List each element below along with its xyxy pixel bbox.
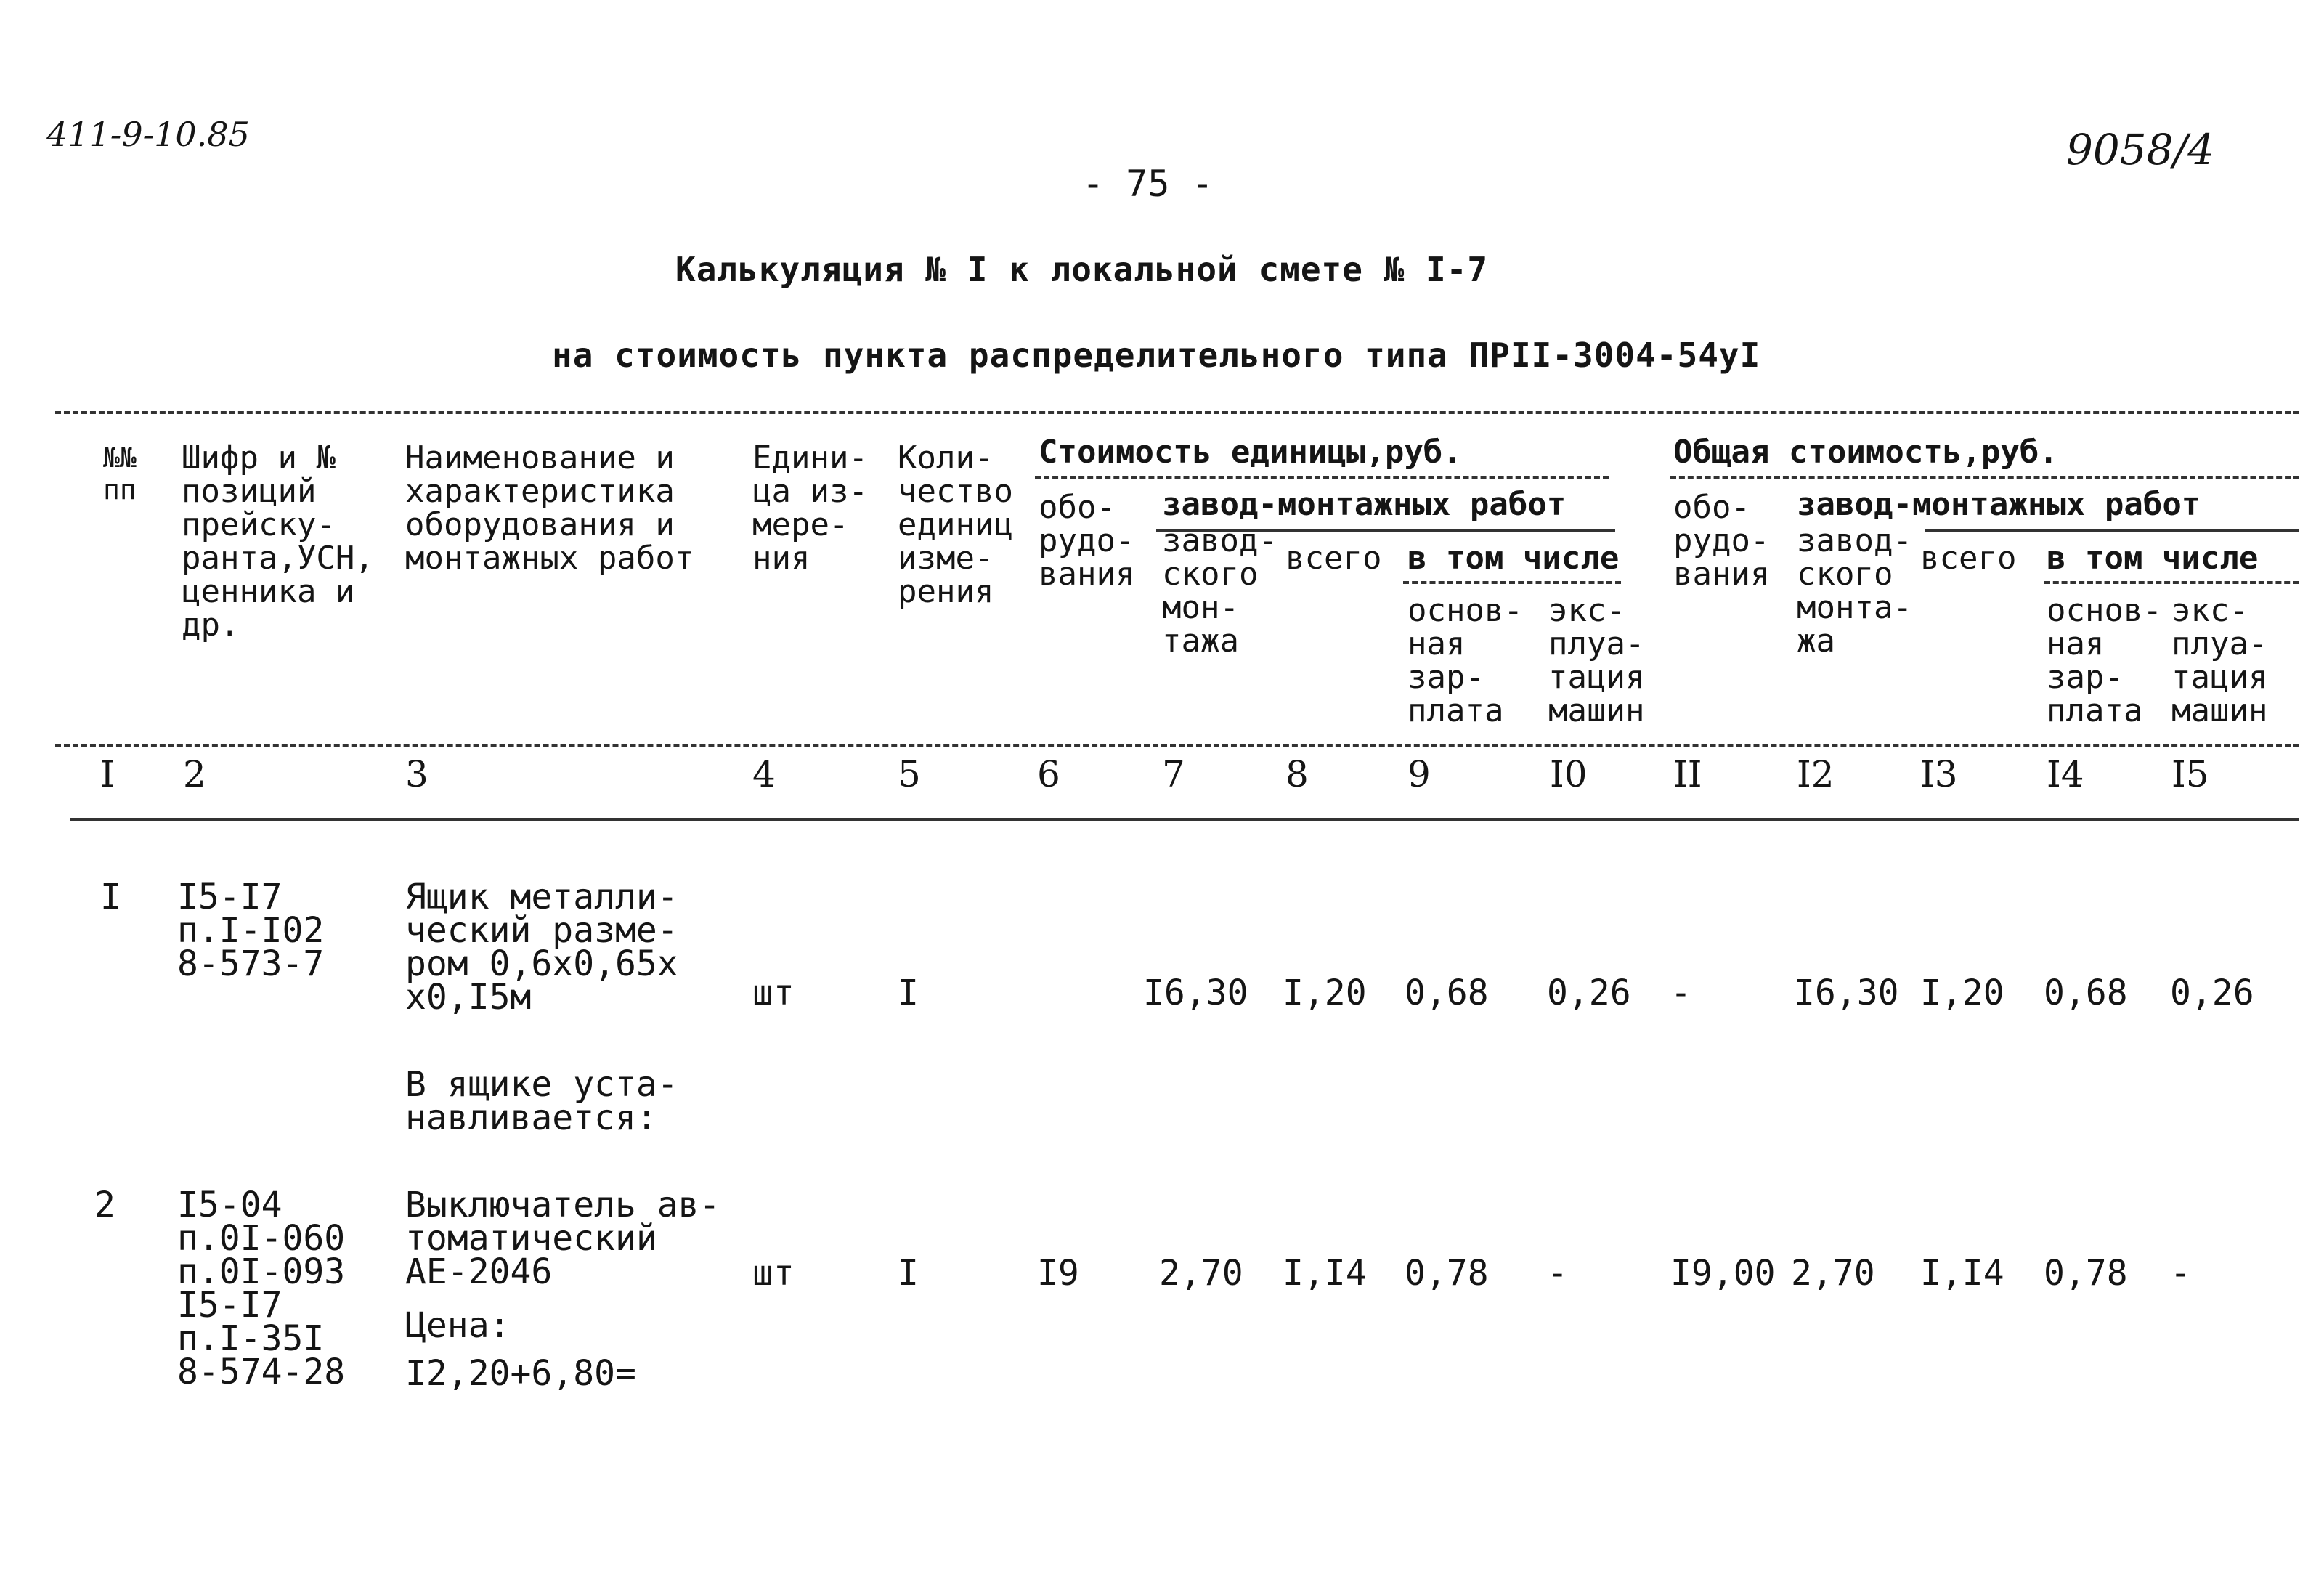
col-header-salary-unit: основ- ная зар- плата [1407, 592, 1523, 729]
row-1-factory-total: I6,30 [1794, 973, 1899, 1013]
row-2-name: Выключатель ав- томатический АЕ-2046 [405, 1185, 720, 1292]
row-1-machines-unit: 0,26 [1547, 973, 1631, 1013]
col-header-quantity: Коли- чество единиц изме- рения [898, 439, 1013, 610]
col-number: 5 [898, 753, 921, 795]
col-number: 3 [405, 753, 428, 795]
col-header-total-cost: Общая стоимость,руб. [1673, 434, 2058, 471]
row-2-quantity: I [898, 1253, 919, 1294]
incl-rule-right [2044, 581, 2299, 584]
col-number: 8 [1285, 753, 1309, 795]
col-number: 7 [1162, 753, 1185, 795]
header-top-rule [55, 411, 2299, 414]
row-1-salary-unit: 0,68 [1405, 973, 1489, 1013]
row-1-total-total: I,20 [1920, 973, 2004, 1013]
col-header-machines-total: экс- плуа- тация машин [2171, 592, 2268, 729]
assembly-rule-right [1925, 529, 2299, 532]
col-number: 2 [183, 753, 206, 795]
col-number: I2 [1797, 753, 1835, 795]
col-header-total-total: всего [1920, 540, 2017, 577]
col-header-total-unit: всего [1285, 540, 1382, 577]
col-number: I4 [2047, 753, 2084, 795]
row-1-unit: шт [752, 973, 795, 1013]
document-code: 411-9-10.85 [46, 115, 250, 154]
document-subtitle: на стоимость пункта распределительного типа ПРII-3004-54уI [552, 336, 1761, 375]
col-header-number: №№ пп [103, 442, 137, 506]
col-header-incl-unit: в том числе [1407, 540, 1620, 577]
document-title: Калькуляция № I к локальной смете № I-7 [675, 250, 1489, 289]
col-header-equipment-total: обо- рудо- вания [1673, 489, 1770, 593]
row-2-price-label: Цена: [405, 1305, 511, 1346]
col-header-assembly-total: завод-монтажных работ [1797, 486, 2201, 523]
col-number: 6 [1037, 753, 1060, 795]
row-1-code: I5-I7 п.I-I02 8-573-7 [177, 877, 325, 984]
col-header-name: Наименование и характеристика оборудования и монтажных работ [405, 439, 694, 577]
row-1-machines-total: 0,26 [2170, 973, 2254, 1013]
col-header-incl-total: в том числе [2047, 540, 2259, 577]
row-2-number: 2 [94, 1185, 115, 1225]
row-2-factory-unit: 2,70 [1159, 1253, 1243, 1294]
header-bottom-rule [55, 744, 2299, 747]
col-number: II [1673, 753, 1702, 795]
col-header-code: Шифр и № позиций прейску- ранта,УСН, ценника и др. [182, 439, 374, 644]
row-1-quantity: I [898, 973, 919, 1013]
col-header-factory-total: завод- ского монта- жа [1797, 522, 1912, 659]
row-2-machines-unit: - [1547, 1253, 1568, 1294]
row-1-number: I [100, 877, 121, 917]
row-1-equipment-total: - [1670, 973, 1691, 1013]
row-2-equipment-unit: I9 [1037, 1253, 1079, 1294]
col-number: 4 [752, 753, 776, 795]
row-2-total-unit: I,I4 [1283, 1253, 1367, 1294]
col-number: I [100, 753, 115, 795]
unit-cost-rule [1035, 476, 1609, 479]
col-header-unit-cost: Стоимость единицы,руб. [1039, 434, 1462, 471]
row-2-code: I5-04 п.0I-060 п.0I-093 I5-I7 п.I-35I 8-574-28 [177, 1185, 346, 1392]
col-number: 9 [1407, 753, 1431, 795]
col-header-salary-total: основ- ная зар- плата [2047, 592, 2162, 729]
col-header-equipment-unit: обо- рудо- вания [1039, 489, 1135, 593]
row-2-salary-total: 0,78 [2044, 1253, 2128, 1294]
col-number: I5 [2171, 753, 2209, 795]
row-2-factory-total: 2,70 [1791, 1253, 1875, 1294]
col-number: I3 [1920, 753, 1958, 795]
row-2-equipment-total: I9,00 [1670, 1253, 1776, 1294]
row-2-machines-total: - [2170, 1253, 2191, 1294]
row-1-note: В ящике уста- навливается: [405, 1064, 678, 1138]
row-1-factory-unit: I6,30 [1143, 973, 1248, 1013]
incl-rule-left [1403, 581, 1621, 584]
row-2-salary-unit: 0,78 [1405, 1253, 1489, 1294]
row-2-unit: шт [752, 1253, 795, 1294]
total-cost-rule [1670, 476, 2299, 479]
archive-stamp: 9058/4 [2066, 125, 2215, 174]
row-2-price-formula: I2,20+6,80= [405, 1353, 636, 1394]
row-1-total-unit: I,20 [1283, 973, 1367, 1013]
col-header-machines-unit: экс- плуа- тация машин [1548, 592, 1645, 729]
row-2-total-total: I,I4 [1920, 1253, 2004, 1294]
column-numbers-rule [70, 818, 2299, 821]
col-header-assembly-unit: завод-монтажных работ [1162, 486, 1567, 523]
col-header-unit: Едини- ца из- мере- ния [752, 439, 868, 577]
col-number: I0 [1550, 753, 1588, 795]
col-header-factory-unit: завод- ского мон- тажа [1162, 522, 1277, 659]
row-1-salary-total: 0,68 [2044, 973, 2128, 1013]
page-number: - 75 - [1082, 163, 1214, 205]
row-1-name: Ящик металли- ческий разме- ром 0,6х0,65х х0,I5м [405, 877, 678, 1018]
